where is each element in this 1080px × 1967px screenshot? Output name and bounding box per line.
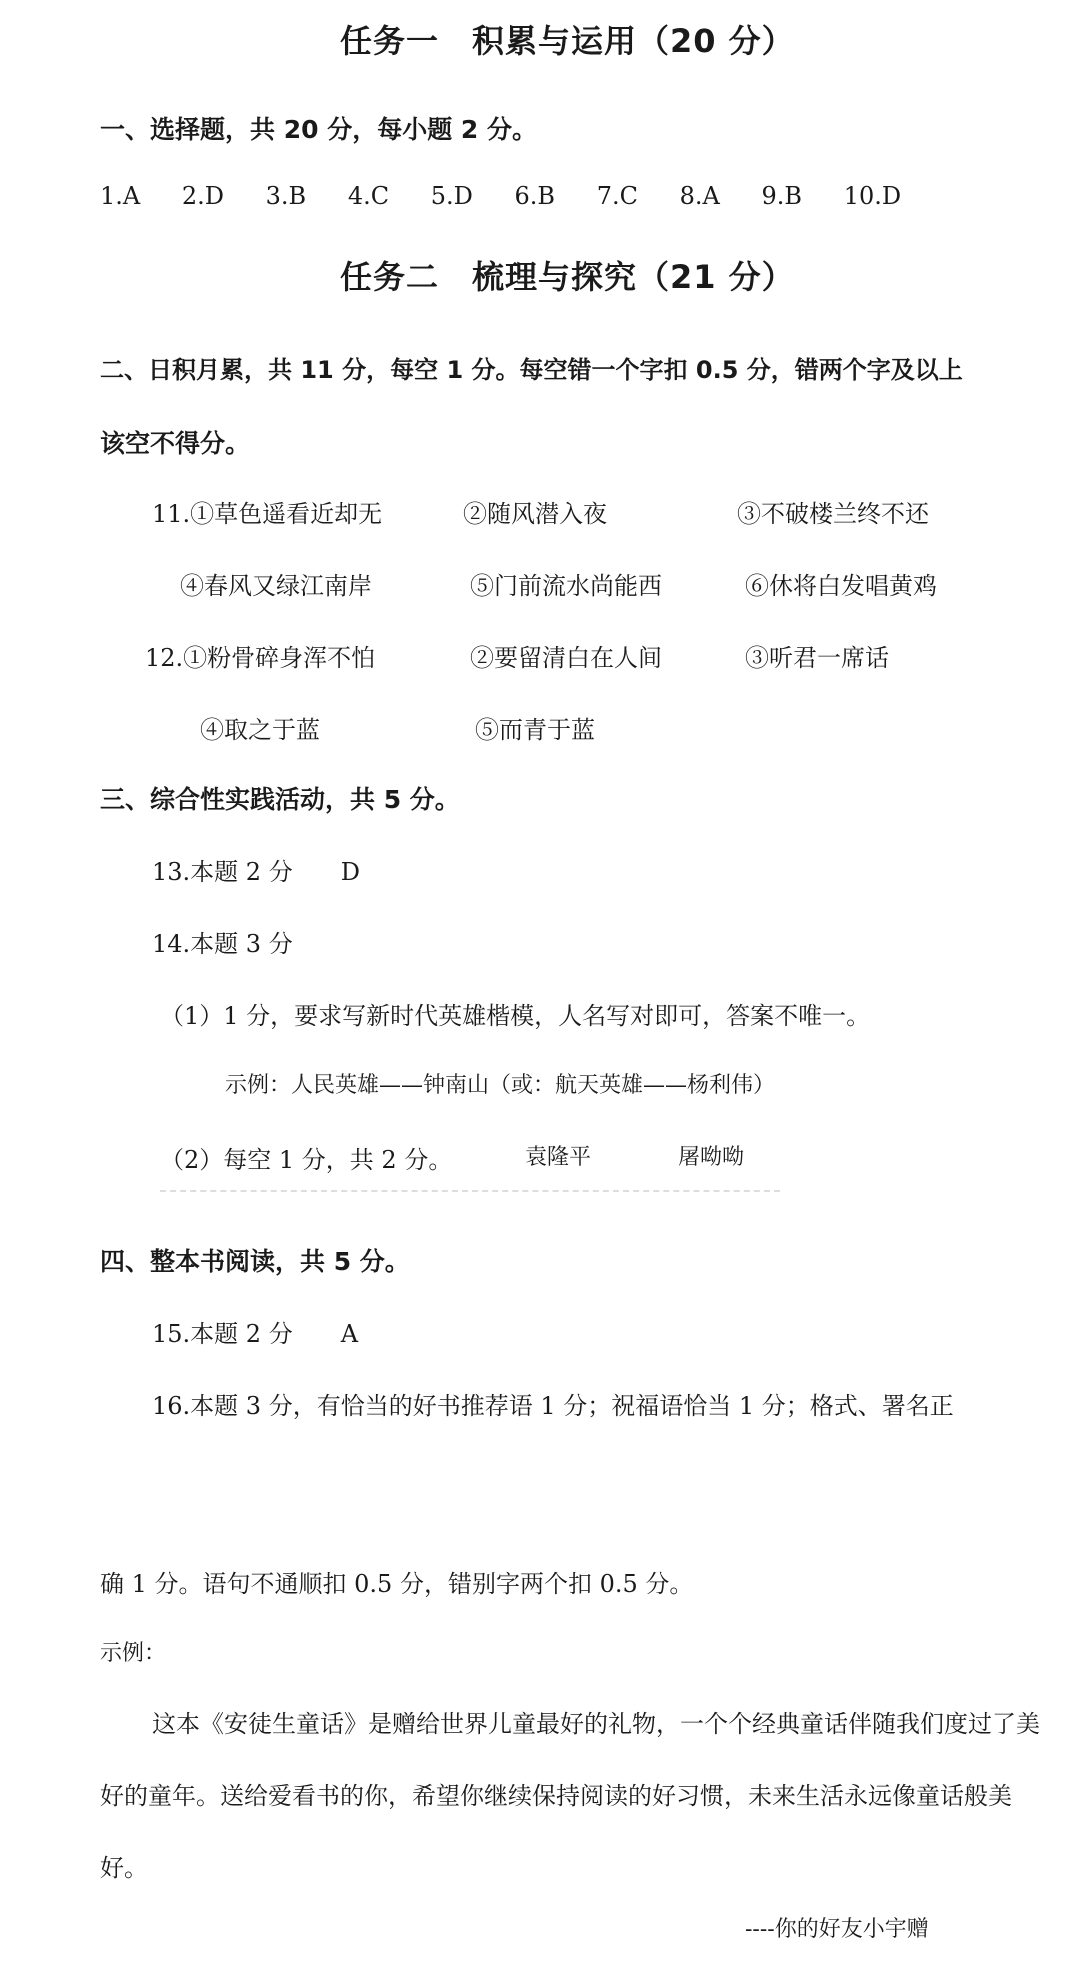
q12-item-3: ③听君一席话 <box>745 644 889 672</box>
q11-item-3: ③不破楼兰终不还 <box>737 500 929 528</box>
answer-5: 5.D <box>430 182 473 210</box>
answer-3: 3.B <box>265 182 307 210</box>
q12-item-1: 12.①粉骨碎身浑不怕 <box>145 644 376 672</box>
section2-heading-line1: 二、日积月累，共 11 分，每空 1 分。每空错一个字扣 0.5 分，错两个字及以上 <box>100 356 963 384</box>
answer-8: 8.A <box>679 182 720 210</box>
answer-4: 4.C <box>347 182 390 210</box>
section4-heading: 四、整本书阅读，共 5 分。 <box>100 1247 410 1276</box>
answer-9: 9.B <box>761 182 803 210</box>
example-paragraph <box>100 1688 1050 1904</box>
answer-2: 2.D <box>181 182 225 210</box>
q13-answer: 13.本题 2 分 D <box>152 858 360 886</box>
section3-heading: 三、综合性实践活动，共 5 分。 <box>100 785 460 814</box>
example-text: 这本《安徒生童话》是赠给世界儿童最好的礼物，一个个经典童话伴随我们度过了美好的童年。送给爱看书的你，希望你继续保持阅读的好习惯，未来生活永远像童话般美好。 <box>100 1710 1040 1882</box>
scan-artifact-divider <box>160 1190 780 1202</box>
answer-10: 10.D <box>843 182 902 210</box>
q11-item-4: ④春风又绿江南岸 <box>180 572 372 600</box>
q15-answer: 15.本题 2 分 A <box>152 1320 359 1348</box>
q11-item-6: ⑥休将白发唱黄鸡 <box>745 572 937 600</box>
choice-answers <box>100 182 935 210</box>
q14-part1: （1）1 分，要求写新时代英雄楷模，人名写对即可，答案不唯一。 <box>160 1002 871 1030</box>
section1-heading: 一、选择题，共 20 分，每小题 2 分。 <box>100 115 538 144</box>
q14-part2-label: （2）每空 1 分，共 2 分。 <box>160 1146 453 1174</box>
q14-heading: 14.本题 3 分 <box>152 930 293 958</box>
answer-1: 1.A <box>100 182 141 210</box>
q12-item-4: ④取之于蓝 <box>200 716 320 744</box>
task1-title: 任务一 积累与运用（20 分） <box>340 22 795 60</box>
answer-6: 6.B <box>514 182 556 210</box>
q16-line1: 16.本题 3 分，有恰当的好书推荐语 1 分；祝福语恰当 1 分；格式、署名正 <box>152 1392 954 1420</box>
answer-7: 7.C <box>596 182 638 210</box>
q12-item-5: ⑤而青于蓝 <box>475 716 595 744</box>
q12-item-2: ②要留清白在人间 <box>470 644 662 672</box>
q14-part2-answer-a: 袁隆平 <box>525 1145 592 1170</box>
q11-item-2: ②随风潜入夜 <box>463 500 607 528</box>
q11-item-5: ⑤门前流水尚能西 <box>470 572 662 600</box>
section2-heading-line2: 该空不得分。 <box>100 429 251 458</box>
q16-line2: 确 1 分。语句不通顺扣 0.5 分，错别字两个扣 0.5 分。 <box>100 1570 694 1598</box>
example-label: 示例： <box>100 1641 167 1666</box>
q11-item-1: 11.①草色遥看近却无 <box>152 500 383 528</box>
q14-part2-answer-b: 屠呦呦 <box>678 1145 745 1170</box>
task2-title: 任务二 梳理与探究（21 分） <box>340 258 795 296</box>
signature: ----你的好友小宇赠 <box>745 1917 929 1942</box>
q14-example: 示例：人民英雄——钟南山（或：航天英雄——杨利伟） <box>225 1073 776 1098</box>
